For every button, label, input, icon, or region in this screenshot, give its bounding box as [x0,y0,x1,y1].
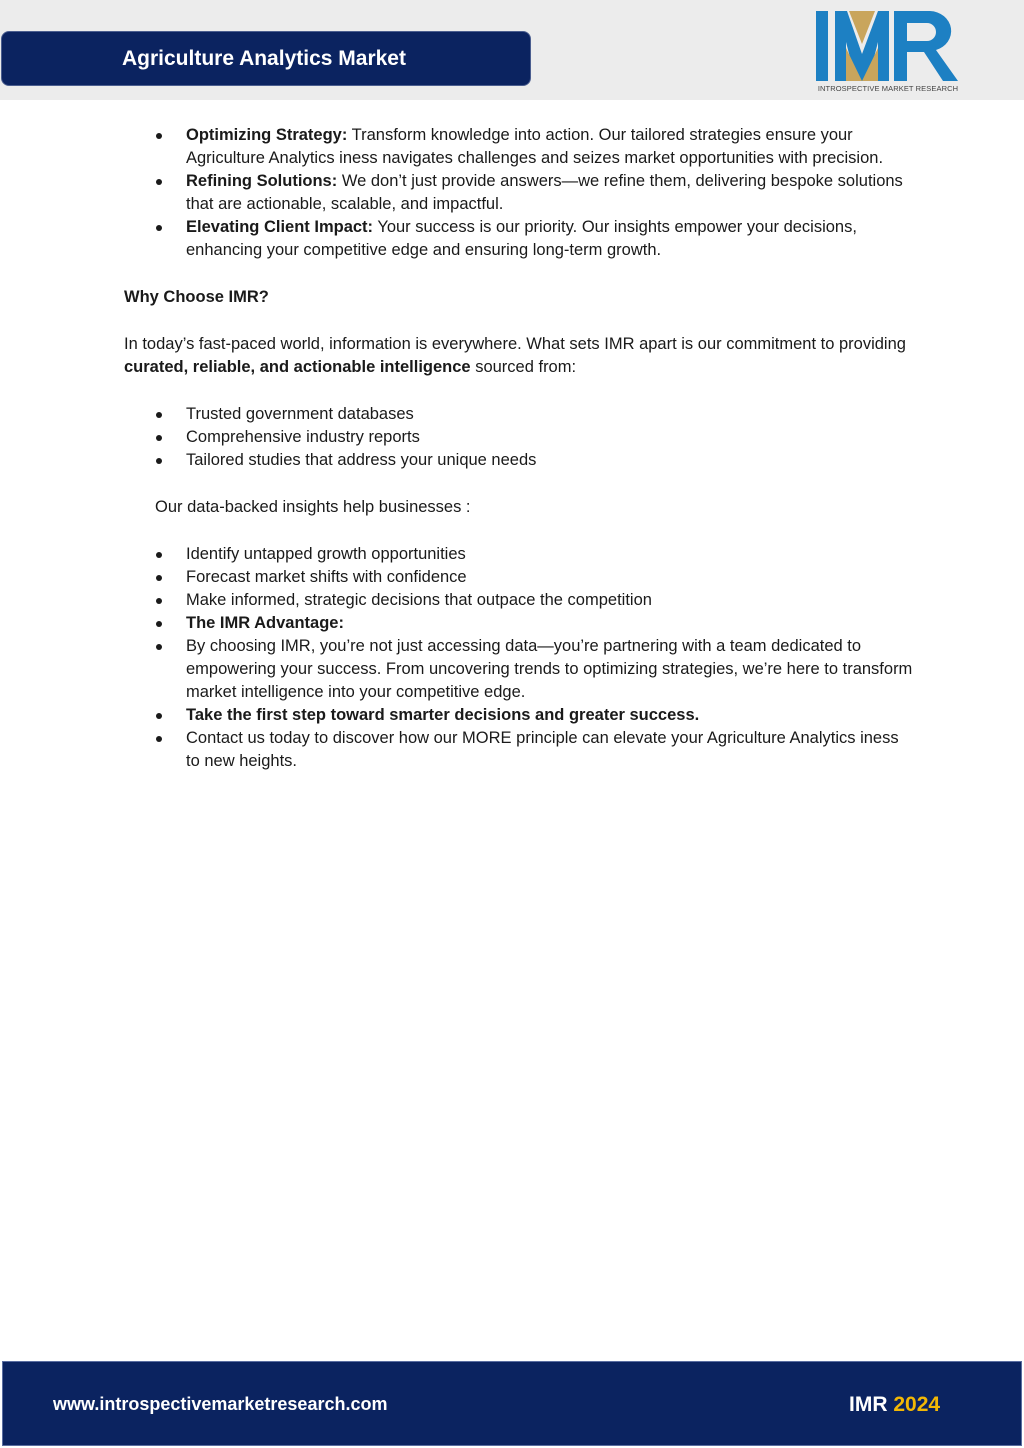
list-item-bold: Optimizing Strategy: [186,126,348,144]
logo-letter-i [816,11,828,81]
list-item: By choosing IMR, you’re not just accessing data—you’re partnering with a team dedicated to empowering your success. From uncovering trends to optimizing strategies, we’re here to transform market intelligence into your competitive edge. [124,635,914,704]
list-item: Take the first step toward smarter decisions and greater success. [124,704,914,727]
list-item [124,216,914,262]
list-item-text: We don’t just provide answers—we refine them, delivering bespoke solutions that are actionable, scalable, and impactful. [186,172,903,213]
logo-caption: INTROSPECTIVE MARKET RESEARCH [817,84,959,93]
list-item [124,124,914,170]
imr-logo [812,8,964,96]
list-item: Tailored studies that address your unique needs [124,449,914,472]
list-item: Comprehensive industry reports [124,426,914,449]
sources-list [124,403,914,472]
list-item: Trusted government databases [124,403,914,426]
list-item-bold: Refining Solutions: [186,172,338,190]
list-item: Forecast market shifts with confidence [124,566,914,589]
logo-letter-r [894,11,958,81]
list-item-text: Your success is our priority. Our insights empower your decisions, enhancing your competitive edge and ensuring long-term growth. [186,218,857,259]
list-item [124,170,914,216]
list-item: Contact us today to discover how our MORE principle can elevate your Agriculture Analytics iness to new heights. [124,727,914,773]
list-item: The IMR Advantage: [124,612,914,635]
document-body [124,124,914,773]
footer-brand-year: IMR 2024 [849,1393,941,1416]
list-item: Make informed, strategic decisions that outpace the competition [124,589,914,612]
list-item-text: Transform knowledge into action. Our tailored strategies ensure your Agriculture Analytics iness navigates challenges and seizes market opportunities with precision. [186,126,884,167]
section-heading: Why Choose IMR? [124,288,269,306]
insights-list [124,543,914,773]
insights-lead: Our data-backed insights help businesses : [155,498,471,516]
strategy-list [124,124,914,262]
footer-website-link[interactable]: www.introspectivemarketresearch.com [53,1394,388,1414]
intro-paragraph: In today’s fast-paced world, information is everywhere. What sets IMR apart is our commitment to providing curated, reliable, and actionable intelligence sourced from: [124,335,906,376]
list-item: Identify untapped growth opportunities [124,543,914,566]
page-title: Agriculture Analytics Market [122,47,406,70]
list-item-bold: Elevating Client Impact: [186,218,374,236]
